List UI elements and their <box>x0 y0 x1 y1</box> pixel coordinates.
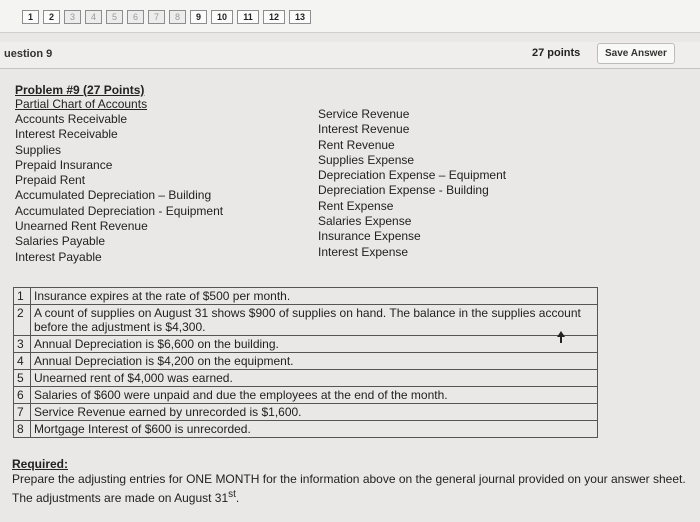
account-item: Salaries Payable <box>15 234 106 249</box>
question-points: 27 points <box>532 47 581 59</box>
question-nav-button-1[interactable]: 1 <box>22 10 39 24</box>
question-navigation-bar <box>0 0 700 33</box>
account-item: Interest Payable <box>15 249 102 264</box>
question-nav-button-8[interactable]: 8 <box>169 10 186 24</box>
mouse-cursor-icon <box>556 331 566 343</box>
question-nav-button-10[interactable]: 10 <box>211 10 233 24</box>
adjustment-row <box>14 370 598 387</box>
adjustment-text: Service Revenue earned by unrecorded is $1,600. <box>31 404 598 421</box>
adjustment-number: 2 <box>14 305 31 336</box>
account-item: Rent Expense <box>318 198 394 213</box>
account-item: Supplies <box>15 142 62 157</box>
adjustment-number: 4 <box>14 353 31 370</box>
adjustment-text: Annual Depreciation is $4,200 on the equipment. <box>31 353 598 370</box>
adjustment-number: 7 <box>14 404 31 421</box>
problem-title: Problem #9 (27 Points) <box>15 83 145 97</box>
adjustment-text: Annual Depreciation is $6,600 on the building. <box>31 336 598 353</box>
question-nav-button-5[interactable]: 5 <box>106 10 123 24</box>
question-header <box>0 42 700 69</box>
account-item: Prepaid Rent <box>15 173 86 188</box>
account-item: Service Revenue <box>318 107 410 121</box>
adjustment-text: Unearned rent of $4,000 was earned. <box>31 370 598 387</box>
required-title: Required: <box>12 457 69 471</box>
account-item: Prepaid Insurance <box>15 157 113 172</box>
adjustment-number: 8 <box>14 421 31 438</box>
adjustment-number: 3 <box>14 336 31 353</box>
account-item: Salaries Expense <box>318 214 412 229</box>
adjustment-row <box>14 336 598 353</box>
adjustment-row <box>14 305 598 336</box>
required-superscript: st <box>228 489 236 500</box>
chart-of-accounts-title: Partial Chart of Accounts <box>15 97 148 111</box>
account-item: Interest Revenue <box>318 122 410 137</box>
adjustment-row <box>14 421 598 438</box>
adjustment-number: 5 <box>14 370 31 387</box>
question-nav-button-4[interactable]: 4 <box>85 10 102 24</box>
accounts-left-column <box>15 112 223 265</box>
question-nav-button-12[interactable]: 12 <box>263 10 285 24</box>
required-text: Prepare the adjusting entries for ONE MONTH for the information above on the general journal provided on your answer sheet. The adjustments are made on August 31 <box>12 472 686 505</box>
account-item: Unearned Rent Revenue <box>15 219 148 234</box>
question-nav-button-9[interactable]: 9 <box>190 10 207 24</box>
question-nav-button-3[interactable]: 3 <box>64 10 81 24</box>
account-item: Accounts Receivable <box>15 112 128 126</box>
account-item: Interest Receivable <box>15 127 118 142</box>
account-item: Insurance Expense <box>318 229 421 244</box>
accounts-right-column <box>318 107 506 260</box>
account-item: Accumulated Depreciation – Building <box>15 188 212 203</box>
required-end: . <box>235 491 240 505</box>
question-nav-button-7[interactable]: 7 <box>148 10 165 24</box>
account-item: Rent Revenue <box>318 137 395 152</box>
question-nav-button-11[interactable]: 11 <box>237 10 259 24</box>
account-item: Depreciation Expense – Equipment <box>318 168 507 183</box>
adjustment-number: 1 <box>14 288 31 305</box>
adjustment-row <box>14 404 598 421</box>
required-instructions <box>12 471 692 506</box>
account-item: Supplies Expense <box>318 152 415 167</box>
question-nav-button-13[interactable]: 13 <box>289 10 311 24</box>
adjustment-text: Insurance expires at the rate of $500 per month. <box>31 288 598 305</box>
account-item: Accumulated Depreciation - Equipment <box>15 203 224 218</box>
adjustments-table <box>13 287 598 438</box>
question-nav-button-6[interactable]: 6 <box>127 10 144 24</box>
question-title: uestion 9 <box>4 48 53 60</box>
adjustment-row <box>14 387 598 404</box>
adjustment-row <box>14 288 598 305</box>
adjustment-text: Mortgage Interest of $600 is unrecorded. <box>31 421 598 438</box>
adjustment-text: Salaries of $600 were unpaid and due the employees at the end of the month. <box>31 387 598 404</box>
adjustment-number: 6 <box>14 387 31 404</box>
account-item: Interest Expense <box>318 244 409 259</box>
question-navigation-list <box>22 10 311 24</box>
adjustment-row <box>14 353 598 370</box>
account-item: Depreciation Expense - Building <box>318 183 489 198</box>
save-answer-button[interactable]: Save Answer <box>597 43 675 64</box>
question-nav-button-2[interactable]: 2 <box>43 10 60 24</box>
adjustment-text: A count of supplies on August 31 shows $900 of supplies on hand. The balance in the supplies account before the adjustment is $4,300. <box>31 305 598 336</box>
